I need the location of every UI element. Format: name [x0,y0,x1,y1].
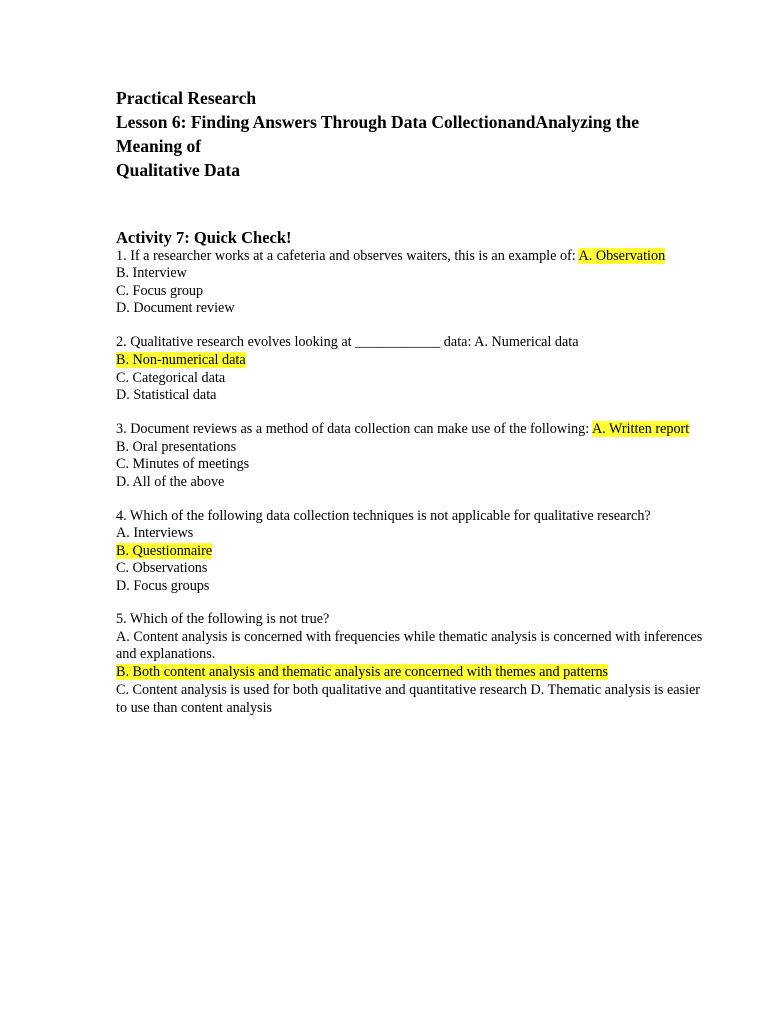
question-1-text: 1. If a researcher works at a cafeteria and observes waiters, this is an example of: [116,248,579,264]
question-1 [116,248,665,265]
question-5-options-cd-line-1: C. Content analysis is used for both qualitative and quantitative research D. Thematic analysis is easier [116,682,701,698]
question-4-answer-line [116,543,212,560]
question-2-text: 2. Qualitative research evolves looking at ____________ data: A. Numerical data [116,334,579,350]
question-3-text: 3. Document reviews as a method of data collection can make use of the following: [116,421,592,437]
lesson-title-line-2: Meaning of [116,136,202,156]
question-5-option-a-line-2: and explanations. [116,646,216,662]
question-5-answer-line [116,664,608,681]
question-4-text: 4. Which of the following data collection techniques is not applicable for qualitative research? [116,508,651,524]
question-3-option-d: D. All of the above [116,474,225,490]
question-3-option-b: B. Oral presentations [116,439,237,455]
question-1-option-b: B. Interview [116,265,187,281]
question-5-answer-part-2: patterns [563,664,609,680]
question-4-option-c: C. Observations [116,560,208,576]
question-3-answer: A. Written report [591,421,690,437]
question-4-answer: B. Questionnaire [116,543,213,559]
lesson-title-line-3: Qualitative Data [116,160,240,180]
question-2-option-c: C. Categorical data [116,370,226,386]
question-1-option-d: D. Document review [116,300,235,316]
question-4-option-d: D. Focus groups [116,578,210,594]
activity-title: Activity 7: Quick Check! [116,228,292,247]
question-5-answer-part-1: B. Both content analysis and thematic analysis are concerned with themes and [116,664,564,680]
question-5-options-cd-line-2: to use than content analysis [116,700,273,716]
question-5-option-a-line-1: A. Content analysis is concerned with frequencies while thematic analysis is concerned with inferences [116,629,703,645]
lesson-title-line-1: Lesson 6: Finding Answers Through Data CollectionandAnalyzing the [116,112,639,132]
question-1-answer: A. Observation [578,248,666,264]
question-2-option-d: D. Statistical data [116,387,217,403]
question-5-text: 5. Which of the following is not true? [116,611,330,627]
course-title: Practical Research [116,88,257,108]
question-4-option-a: A. Interviews [116,525,194,541]
question-1-option-c: C. Focus group [116,283,204,299]
question-2-answer-line [116,352,246,369]
question-3-option-c: C. Minutes of meetings [116,456,250,472]
question-3 [116,421,689,438]
question-2-answer: B. Non-numerical data [116,352,246,368]
